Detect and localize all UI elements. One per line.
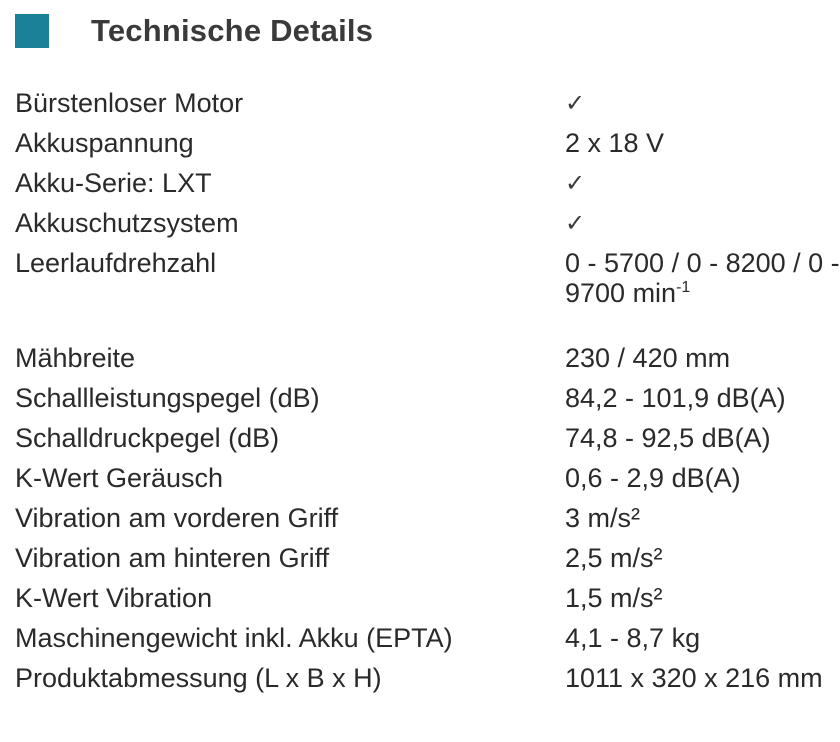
spec-label: Mähbreite <box>15 343 136 373</box>
spec-label: Schallleistungspegel (dB) <box>15 383 320 413</box>
spec-value: 1,5 m/s² <box>565 583 663 613</box>
spec-label: Maschinengewicht inkl. Akku (EPTA) <box>15 623 453 653</box>
spec-value: 0,6 - 2,9 dB(A) <box>565 463 741 493</box>
spec-label: Vibration am vorderen Griff <box>15 503 339 533</box>
spec-value: 84,2 - 101,9 dB(A) <box>565 383 786 413</box>
spec-row <box>15 458 840 498</box>
spec-value: 230 / 420 mm <box>565 343 731 373</box>
spec-row <box>15 658 840 698</box>
spec-value: 4,1 - 8,7 kg <box>565 623 701 653</box>
spec-row <box>15 418 840 458</box>
check-icon: ✓ <box>565 169 586 197</box>
spec-label: K-Wert Geräusch <box>15 463 224 493</box>
spec-row <box>15 378 840 418</box>
check-icon: ✓ <box>565 89 586 117</box>
spec-value: 1011 x 320 x 216 mm <box>565 663 823 693</box>
spec-row <box>15 163 840 203</box>
spec-row <box>15 538 840 578</box>
spec-value: 2,5 m/s² <box>565 543 663 573</box>
spec-label: Schalldruckpegel (dB) <box>15 423 280 453</box>
spec-row <box>15 243 840 308</box>
spec-label: Produktabmessung (L x B x H) <box>15 663 382 693</box>
check-icon: ✓ <box>565 209 586 237</box>
spec-label: Akkuschutzsystem <box>15 208 239 238</box>
spec-row <box>15 498 840 538</box>
spec-label: Akku-Serie: LXT <box>15 168 212 198</box>
spec-value: 3 m/s² <box>565 503 641 533</box>
spec-label: Bürstenloser Motor <box>15 88 244 118</box>
spec-value: 74,8 - 92,5 dB(A) <box>565 423 771 453</box>
spec-label: K-Wert Vibration <box>15 583 213 613</box>
spec-value: 2 x 18 V <box>565 128 665 158</box>
spec-row <box>15 123 840 163</box>
spec-value-exponent: -1 <box>676 279 691 296</box>
spec-value <box>565 243 840 308</box>
spec-row <box>15 83 840 123</box>
section-header <box>15 13 374 48</box>
spec-label: Leerlaufdrehzahl <box>15 248 217 278</box>
spec-list <box>15 83 840 698</box>
spec-label: Akkuspannung <box>15 128 194 158</box>
spec-value-text: 0 - 5700 / 0 - 8200 / 0 - 9700 min <box>565 248 840 308</box>
spec-row <box>15 338 840 378</box>
spec-label: Vibration am hinteren Griff <box>15 543 330 573</box>
section-title: Technische Details <box>91 13 374 48</box>
header-accent-square <box>15 14 49 48</box>
spec-row <box>15 203 840 243</box>
spec-row <box>15 618 840 658</box>
spec-row <box>15 578 840 618</box>
